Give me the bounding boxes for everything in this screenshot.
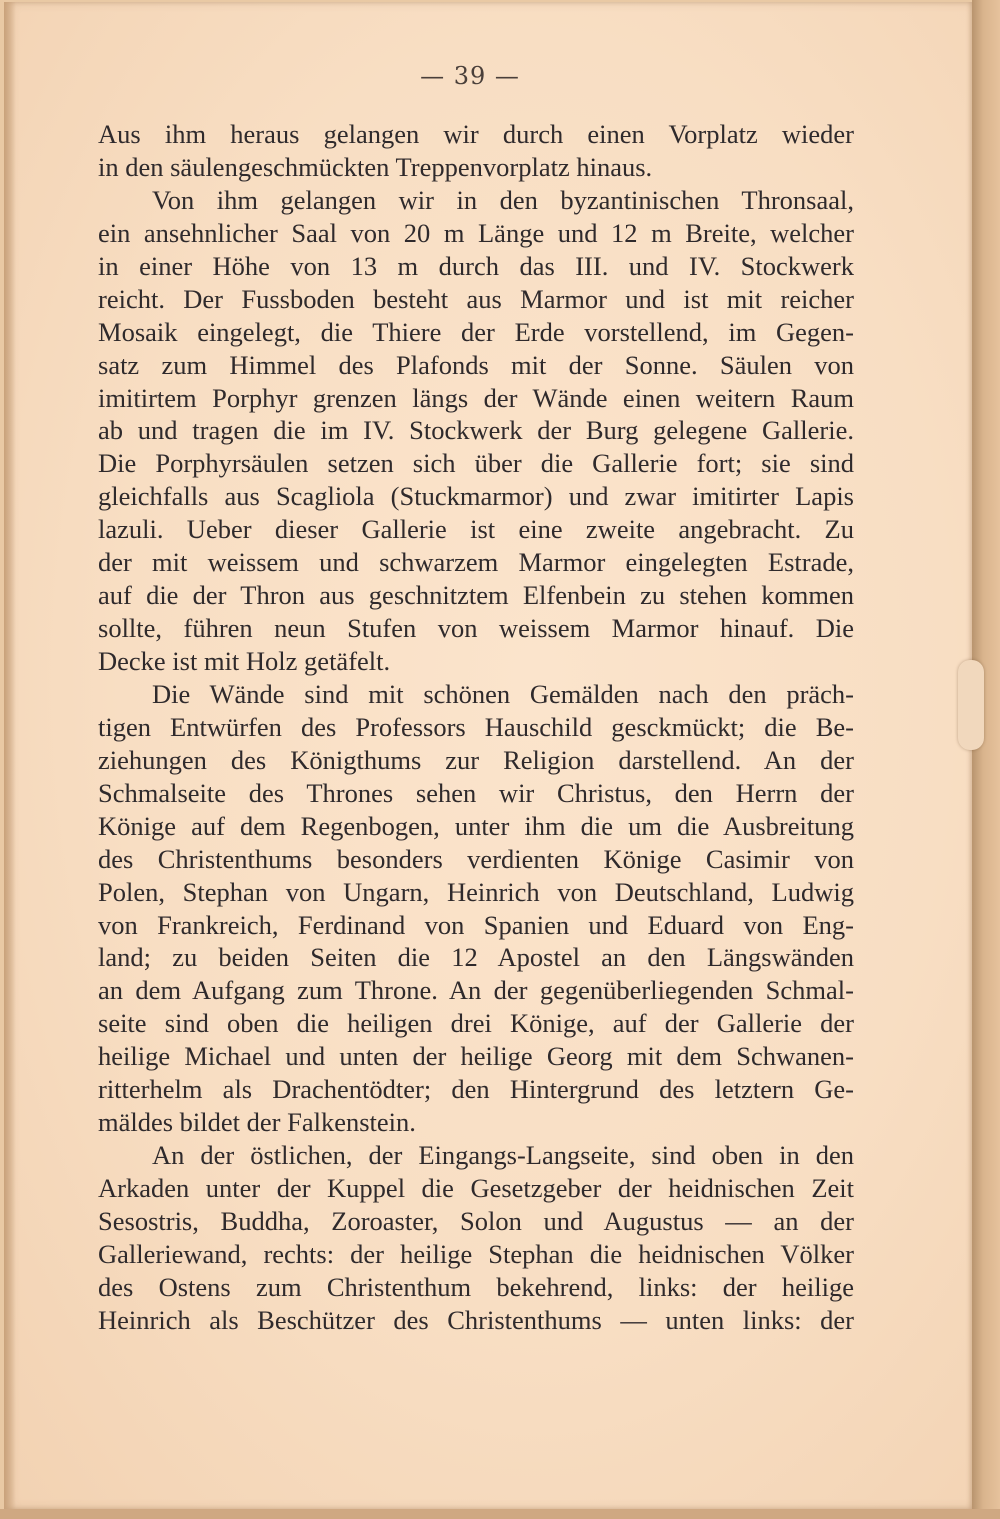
text-line: satz zum Himmel des Plafonds mit der Sonne. Säulen von [98,349,854,380]
text-line: in einer Höhe von 13 m durch das III. und IV. Stockwerk [98,250,854,281]
text-line: Decke ist mit Holz getäfelt. [98,646,391,676]
binding-shadow [4,2,16,1509]
text-line: auf die der Thron aus geschnitztem Elfenbein zu stehen kommen [98,580,854,611]
text-line: imitirtem Porphyr grenzen längs der Wände einen weitern Raum [98,382,854,413]
text-line: An der östlichen, der Eingangs-Langseite, sind oben in den [152,1140,854,1171]
text-line: tigen Entwürfen des Professors Hauschild gesckmückt; die Be- [98,711,854,742]
text-line: lazuli. Ueber dieser Gallerie ist eine zweite angebracht. Zu [98,514,854,545]
text-line: gleichfalls aus Scagliola (Stuckmarmor) und zwar imitirter Lapis [98,481,854,512]
text-line: Heinrich als Beschützer des Christenthums — unten links: der [98,1304,854,1335]
text-line: Polen, Stephan von Ungarn, Heinrich von Deutschland, Ludwig [98,876,854,907]
text-line: der mit weissem und schwarzem Marmor eingelegten Estrade, [98,547,854,578]
text-line: ab und tragen die im IV. Stockwerk der Burg gelegene Gallerie. [98,415,854,446]
text-line: Die Wände sind mit schönen Gemälden nach den präch- [152,678,854,709]
text-line: reicht. Der Fussboden besteht aus Marmor und ist mit reicher [98,283,854,314]
text-line: Schmalseite des Thrones sehen wir Christus, den Herrn der [98,777,854,808]
text-line: in den säulengeschmückten Treppenvorplatz hinaus. [98,151,653,182]
text-line: heilige Michael und unten der heilige Georg mit dem Schwanen- [98,1041,854,1072]
text-line: Könige auf dem Regenbogen, unter ihm die um die Ausbreitung [98,810,854,841]
text-line: land; zu beiden Seiten die 12 Apostel an den Längswänden [98,942,854,973]
text-line: seite sind oben die heiligen drei Könige, auf der Gallerie der [98,1008,854,1039]
text-line: an dem Aufgang zum Throne. An der gegenüberliegenden Schmal- [98,975,854,1006]
text-line: des Ostens zum Christenthum bekehrend, links: der heilige [98,1271,854,1302]
text-line: Arkaden unter der Kuppel die Gesetzgeber der heidnischen Zeit [98,1173,854,1203]
text-line: mäldes bildet der Falkenstein. [98,1107,416,1138]
text-line: ziehungen des Königthums zur Religion darstellend. An der [98,744,854,775]
text-line: Mosaik eingelegt, die Thiere der Erde vorstellend, im Gegen- [98,316,854,347]
text-line: Die Porphyrsäulen setzen sich über die Gallerie fort; sie sind [98,448,854,479]
text-line: Sesostris, Buddha, Zoroaster, Solon und Augustus — an der [98,1205,854,1236]
text-line: sollte, führen neun Stufen von weissem Marmor hinauf. Die [98,613,854,644]
text-line: Aus ihm heraus gelangen wir durch einen Vorplatz wieder [98,119,854,149]
text-line: ein ansehnlicher Saal von 20 m Länge und 12 m Breite, welcher [98,217,854,248]
page-tab-marker [958,660,984,750]
text-line: Galleriewand, rechts: der heilige Stephan die heidnischen Völker [98,1238,854,1269]
page-number: — 39 — [420,62,520,90]
text-line: von Frankreich, Ferdinand von Spanien und Eduard von Eng- [98,909,854,940]
text-line: ritterhelm als Drachentödter; den Hintergrund des letztern Ge- [98,1074,854,1105]
text-line: des Christenthums besonders verdienten Könige Casimir von [98,843,854,874]
body-text [98,118,854,1337]
page-edge-right [972,0,1000,1519]
page-edge-bottom [0,1509,1000,1519]
text-line: Von ihm gelangen wir in den byzantinischen Thronsaal, [152,184,854,215]
